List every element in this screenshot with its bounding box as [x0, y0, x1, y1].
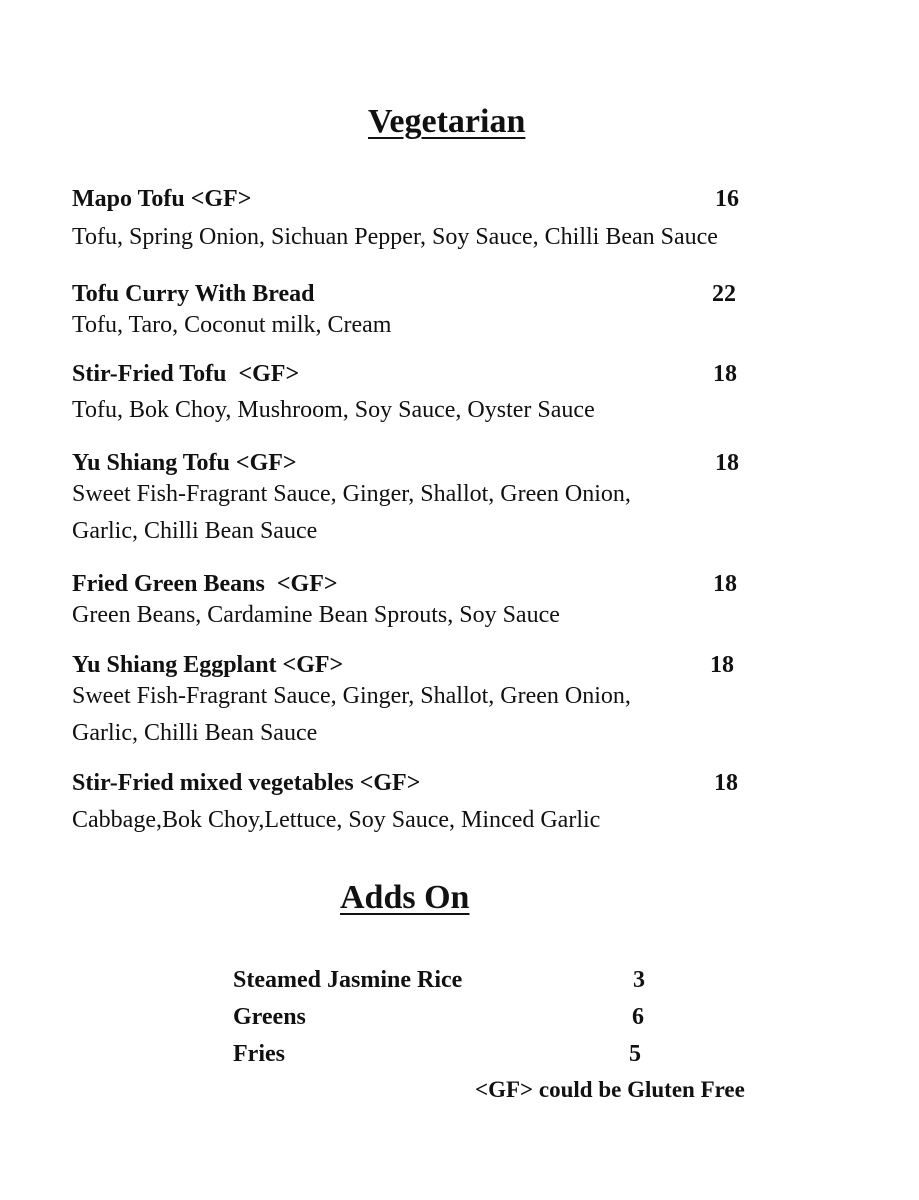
menu-item-description: Sweet Fish-Fragrant Sauce, Ginger, Shallot, Green Onion, [72, 683, 631, 709]
addon-item-price: 6 [632, 1004, 644, 1030]
menu-item-description: Garlic, Chilli Bean Sauce [72, 518, 318, 544]
adds-on-heading: Adds On [340, 879, 470, 916]
addon-item-name: Steamed Jasmine Rice [233, 967, 463, 993]
gluten-free-note: <GF> could be Gluten Free [475, 1077, 745, 1102]
addon-item-price: 5 [629, 1041, 641, 1067]
addon-item-name: Greens [233, 1004, 306, 1030]
menu-item-price: 16 [715, 186, 739, 212]
addon-item-name: Fries [233, 1041, 285, 1067]
menu-item-name: Mapo Tofu <GF> [72, 186, 252, 212]
menu-item-price: 18 [710, 652, 734, 678]
menu-item-price: 18 [714, 770, 738, 796]
menu-item-price: 18 [713, 571, 737, 597]
menu-item-description: Tofu, Taro, Coconut milk, Cream [72, 312, 392, 338]
menu-item-price: 18 [713, 361, 737, 387]
addon-item-price: 3 [633, 967, 645, 993]
menu-item-name: Tofu Curry With Bread [72, 281, 315, 307]
menu-item-price: 22 [712, 281, 736, 307]
menu-item-name: Yu Shiang Tofu <GF> [72, 450, 297, 476]
menu-item-name: Yu Shiang Eggplant <GF> [72, 652, 344, 678]
menu-item-description: Cabbage,Bok Choy,Lettuce, Soy Sauce, Minced Garlic [72, 807, 601, 833]
menu-item-name: Stir-Fried Tofu <GF> [72, 361, 300, 387]
menu-item-description: Green Beans, Cardamine Bean Sprouts, Soy Sauce [72, 602, 560, 628]
menu-item-price: 18 [715, 450, 739, 476]
menu-item-name: Fried Green Beans <GF> [72, 571, 338, 597]
menu-item-description: Tofu, Spring Onion, Sichuan Pepper, Soy Sauce, Chilli Bean Sauce [72, 224, 718, 250]
vegetarian-heading: Vegetarian [368, 103, 526, 140]
menu-item-description: Tofu, Bok Choy, Mushroom, Soy Sauce, Oyster Sauce [72, 397, 595, 423]
menu-item-description: Sweet Fish-Fragrant Sauce, Ginger, Shallot, Green Onion, [72, 481, 631, 507]
menu-item-description: Garlic, Chilli Bean Sauce [72, 720, 318, 746]
menu-item-name: Stir-Fried mixed vegetables <GF> [72, 770, 421, 796]
